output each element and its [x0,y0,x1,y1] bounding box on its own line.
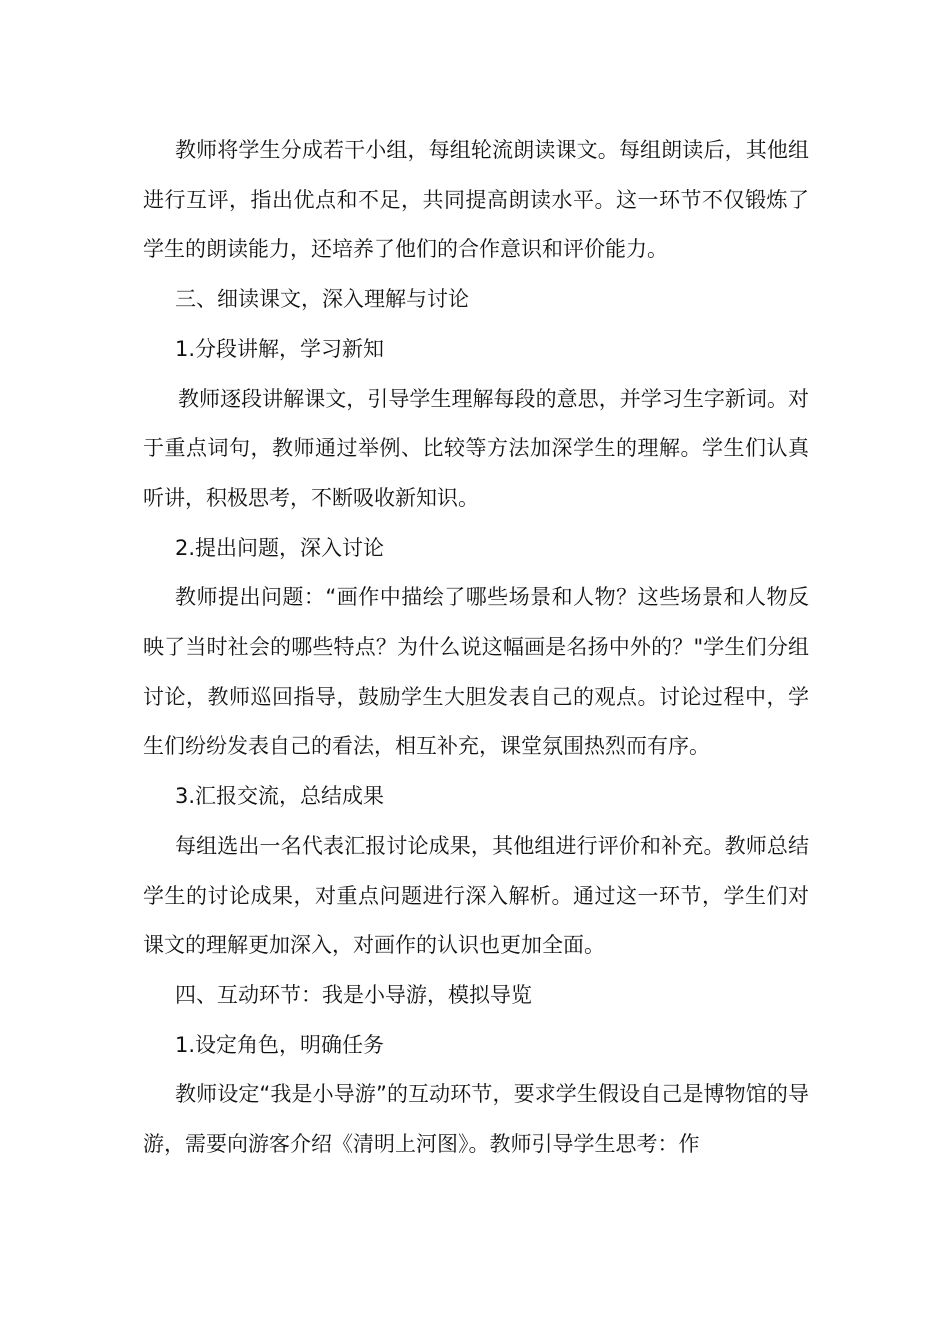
subheading-4-1: 1.设定角色，明确任务 [175,1032,385,1057]
paragraph-tour-guide: 教师设定“我是小导游”的互动环节，要求学生假设自己是博物馆的导游，需要向游客介绍《清明上河图》。教师引导学生思考：作 [143,1082,809,1157]
document-body [143,126,809,1170]
subheading-3-1: 1.分段讲解，学习新知 [175,336,385,361]
heading-section-3: 三、细读课文，深入理解与讨论 [175,287,469,312]
paragraph-segment-explanation: 教师逐段讲解课文，引导学生理解每段的意思，并学习生字新词。对于重点词句，教师通过举例、比较等方法加深学生的理解。学生们认真听讲，积极思考，不断吸收新知识。 [143,386,809,510]
paragraph-discussion: 教师提出问题：“画作中描绘了哪些场景和人物？这些场景和人物反映了当时社会的哪些特点？为什么说这幅画是名扬中外的？"学生们分组讨论，教师巡回指导，鼓励学生大胆发表自己的观点。讨论过程中，学生们纷纷发表自己的看法，相互补充，课堂氛围热烈而有序。 [143,585,809,759]
paragraph-report: 每组选出一名代表汇报讨论成果，其他组进行评价和补充。教师总结学生的讨论成果，对重点问题进行深入解析。通过这一环节，学生们对课文的理解更加深入，对画作的认识也更加全面。 [143,833,809,958]
paragraph-group-review: 教师将学生分成若干小组，每组轮流朗读课文。每组朗读后，其他组进行互评，指出优点和不足，共同提高朗读水平。这一环节不仅锻炼了学生的朗读能力，还培养了他们的合作意识和评价能力。 [143,138,809,262]
subheading-3-2: 2.提出问题，深入讨论 [175,535,385,560]
heading-section-4: 四、互动环节：我是小导游，模拟导览 [175,982,532,1007]
subheading-3-3: 3.汇报交流，总结成果 [175,784,385,809]
